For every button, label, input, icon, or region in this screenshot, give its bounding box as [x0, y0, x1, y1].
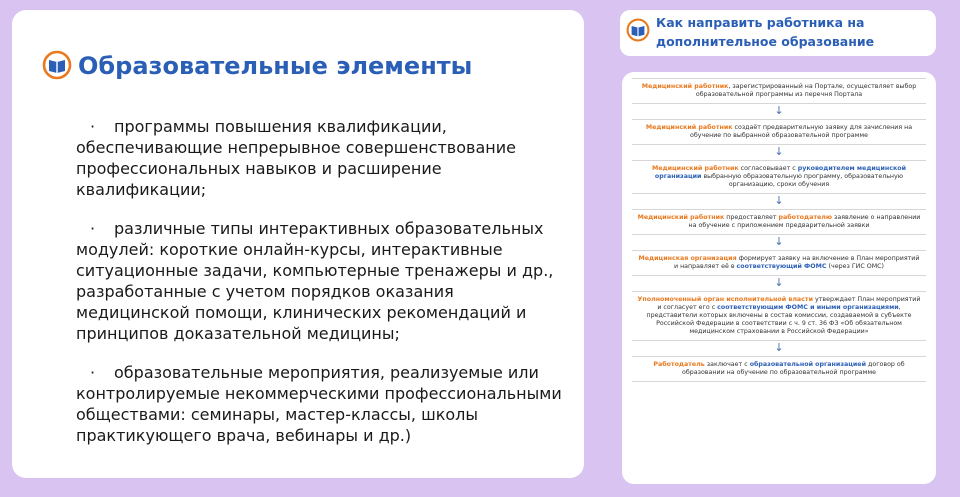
- bullet-item: [76, 116, 566, 200]
- process-step: [632, 250, 926, 276]
- step-object: образовательной организацией: [749, 361, 866, 368]
- left-slide-card: [12, 10, 584, 478]
- process-steps: [632, 78, 926, 382]
- bullet-item: [76, 362, 566, 446]
- bullet-item: [76, 218, 566, 344]
- process-step: [632, 78, 926, 104]
- step-object: соответствующим ФОМС и иными организациями: [717, 304, 899, 311]
- process-step: [632, 119, 926, 145]
- arrow-down-icon: ↓: [774, 145, 784, 158]
- page-title: Образовательные элементы: [78, 52, 473, 80]
- step-text: , зарегистрированный на Портале, осуществляет выбор образовательной программы из перечня Портала: [695, 83, 917, 98]
- book-shield-logo-icon: [626, 18, 650, 42]
- step-text: формирует заявку на включение в План мероприятий и направляет её в: [673, 255, 920, 270]
- right-title: Как направить работника на дополнительное образование: [656, 15, 875, 49]
- bullet-marker: ·: [90, 219, 96, 238]
- book-shield-logo-icon: [42, 50, 72, 80]
- step-subject: Медицинский работник: [651, 165, 739, 172]
- arrow-down-icon: ↓: [774, 341, 784, 354]
- process-step: [632, 209, 926, 235]
- step-text: предоставляет: [724, 214, 779, 221]
- arrow-down-icon: ↓: [774, 194, 784, 207]
- step-subject: Медицинский работник: [645, 124, 733, 131]
- bullet-list: [76, 116, 566, 464]
- step-text: утверждает План мероприятий и согласует его с: [657, 296, 921, 311]
- bullet-marker: ·: [90, 117, 96, 136]
- bullet-text: различные типы интерактивных образовательных модулей: короткие онлайн-курсы, интерактивные ситуационные задачи, компьютерные тренажеры и др., разработанные с учетом порядков оказания медицинской помощи, клинических рекомендаций и принципов доказательной медицины;: [76, 219, 554, 343]
- step-text: договор об образовании на обучение по образовательной программе: [682, 361, 905, 376]
- arrow-down-icon: ↓: [774, 235, 784, 248]
- process-step: [632, 160, 926, 194]
- arrow-down-icon: ↓: [774, 104, 784, 117]
- process-step: [632, 356, 926, 382]
- step-text: согласовывает с: [738, 165, 798, 172]
- step-text: заключает с: [704, 361, 750, 368]
- step-subject: Работодатель: [653, 361, 705, 368]
- arrow-down-icon: ↓: [774, 276, 784, 289]
- process-step: [632, 291, 926, 341]
- step-object: соответствующий ФОМС: [736, 263, 827, 270]
- bullet-marker: ·: [90, 363, 96, 382]
- step-subject: Уполномоченный орган исполнительной власти: [637, 296, 813, 303]
- step-subject: Медицинский работник: [641, 83, 729, 90]
- step-text: заявление о направлении на обучение с приложением предварительной заявки: [688, 214, 921, 229]
- step-text: , представители которых включены в состав комиссии, создаваемой в субъекте Российской Федерации в соответствии с ч. 9 ст. 36 ФЗ «Об обязательном медицинском страховании в Российской Федерации»: [646, 304, 912, 335]
- step-subject: Медицинский работник: [637, 214, 725, 221]
- bullet-text: образовательные мероприятия, реализуемые или контролируемые некоммерческими профессиональными обществами: семинары, мастер-классы, школы практикующего врача, вебинары и др.): [76, 363, 562, 445]
- process-flow-card: [622, 72, 936, 484]
- right-header-card: [620, 10, 936, 56]
- step-object: работодателю: [778, 214, 832, 221]
- bullet-text: программы повышения квалификации, обеспечивающие непрерывное совершенствование профессиональных навыков и расширение квалификации;: [76, 117, 516, 199]
- step-object: руководителем медицинской организации: [654, 165, 906, 180]
- step-text: (через ГИС ОМС): [826, 263, 885, 270]
- step-text: создаёт предварительную заявку для зачисления на обучение по выбранной образовательной программе: [690, 124, 913, 139]
- step-text: выбранную образовательную программу, образовательную организацию, сроки обучения: [701, 173, 904, 188]
- step-subject: Медицинская организация: [638, 255, 737, 262]
